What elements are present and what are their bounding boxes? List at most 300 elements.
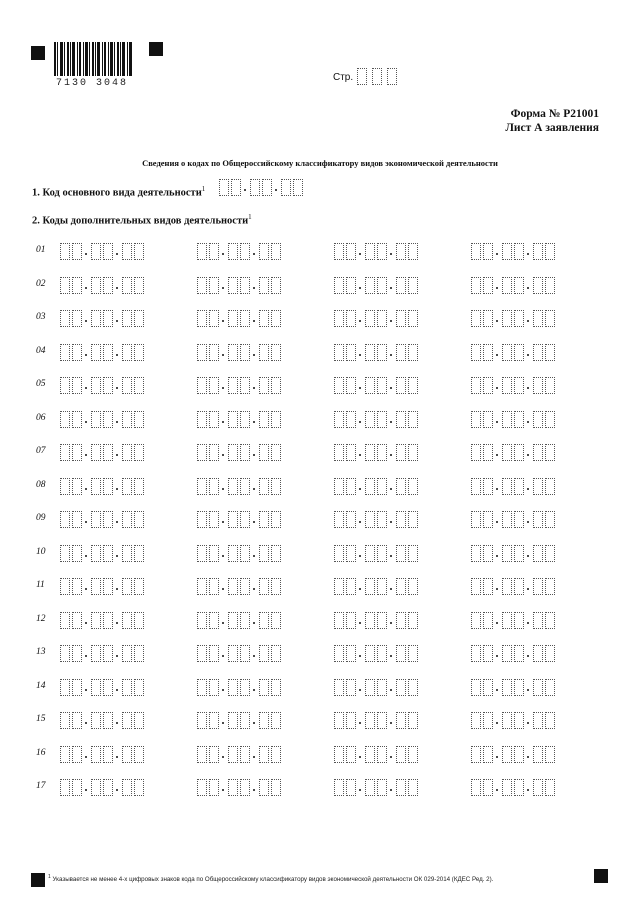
- digit-cell[interactable]: [91, 712, 101, 729]
- digit-cell[interactable]: [408, 511, 418, 528]
- digit-cell[interactable]: [346, 511, 356, 528]
- digit-cell[interactable]: [228, 444, 238, 461]
- digit-cell[interactable]: [259, 612, 269, 629]
- digit-cell[interactable]: [396, 310, 406, 327]
- digit-cell[interactable]: [197, 344, 207, 361]
- digit-cell[interactable]: [271, 545, 281, 562]
- digit-cell[interactable]: [134, 478, 144, 495]
- digit-cell[interactable]: [514, 746, 524, 763]
- additional-activity-code-field[interactable]: [60, 578, 144, 595]
- digit-cell[interactable]: [346, 779, 356, 796]
- digit-cell[interactable]: [60, 746, 70, 763]
- digit-cell[interactable]: [72, 377, 82, 394]
- additional-activity-code-field[interactable]: [334, 779, 418, 796]
- digit-cell[interactable]: [502, 712, 512, 729]
- digit-cell[interactable]: [197, 444, 207, 461]
- digit-cell[interactable]: [533, 310, 543, 327]
- digit-cell[interactable]: [228, 511, 238, 528]
- digit-cell[interactable]: [91, 277, 101, 294]
- digit-cell[interactable]: [334, 511, 344, 528]
- digit-cell[interactable]: [483, 310, 493, 327]
- digit-cell[interactable]: [502, 679, 512, 696]
- additional-activity-code-field[interactable]: [471, 277, 555, 294]
- digit-cell[interactable]: [91, 377, 101, 394]
- additional-activity-code-field[interactable]: [197, 478, 281, 495]
- digit-cell[interactable]: [471, 679, 481, 696]
- digit-cell[interactable]: [471, 277, 481, 294]
- digit-cell[interactable]: [60, 712, 70, 729]
- digit-cell[interactable]: [396, 545, 406, 562]
- digit-cell[interactable]: [365, 444, 375, 461]
- digit-cell[interactable]: [197, 310, 207, 327]
- digit-cell[interactable]: [545, 679, 555, 696]
- digit-cell[interactable]: [281, 179, 291, 196]
- digit-cell[interactable]: [545, 277, 555, 294]
- digit-cell[interactable]: [209, 645, 219, 662]
- digit-cell[interactable]: [240, 478, 250, 495]
- digit-cell[interactable]: [471, 310, 481, 327]
- digit-cell[interactable]: [60, 679, 70, 696]
- digit-cell[interactable]: [545, 377, 555, 394]
- digit-cell[interactable]: [91, 511, 101, 528]
- digit-cell[interactable]: [545, 310, 555, 327]
- additional-activity-code-field[interactable]: [197, 712, 281, 729]
- digit-cell[interactable]: [240, 779, 250, 796]
- digit-cell[interactable]: [271, 779, 281, 796]
- additional-activity-code-field[interactable]: [60, 277, 144, 294]
- digit-cell[interactable]: [533, 645, 543, 662]
- additional-activity-code-field[interactable]: [197, 511, 281, 528]
- additional-activity-code-field[interactable]: [471, 779, 555, 796]
- digit-cell[interactable]: [240, 377, 250, 394]
- digit-cell[interactable]: [408, 645, 418, 662]
- digit-cell[interactable]: [483, 712, 493, 729]
- digit-cell[interactable]: [91, 746, 101, 763]
- digit-cell[interactable]: [72, 645, 82, 662]
- digit-cell[interactable]: [471, 243, 481, 260]
- digit-cell[interactable]: [122, 578, 132, 595]
- digit-cell[interactable]: [122, 545, 132, 562]
- digit-cell[interactable]: [103, 344, 113, 361]
- additional-activity-code-field[interactable]: [197, 578, 281, 595]
- digit-cell[interactable]: [471, 511, 481, 528]
- digit-cell[interactable]: [471, 545, 481, 562]
- additional-activity-code-field[interactable]: [197, 612, 281, 629]
- additional-activity-code-field[interactable]: [471, 645, 555, 662]
- digit-cell[interactable]: [334, 411, 344, 428]
- digit-cell[interactable]: [514, 478, 524, 495]
- additional-activity-code-field[interactable]: [197, 545, 281, 562]
- digit-cell[interactable]: [334, 545, 344, 562]
- digit-cell[interactable]: [134, 344, 144, 361]
- digit-cell[interactable]: [502, 612, 512, 629]
- digit-cell[interactable]: [72, 277, 82, 294]
- digit-cell[interactable]: [502, 377, 512, 394]
- digit-cell[interactable]: [197, 243, 207, 260]
- digit-cell[interactable]: [346, 578, 356, 595]
- digit-cell[interactable]: [91, 310, 101, 327]
- digit-cell[interactable]: [122, 612, 132, 629]
- digit-cell[interactable]: [134, 578, 144, 595]
- digit-cell[interactable]: [502, 645, 512, 662]
- digit-cell[interactable]: [396, 478, 406, 495]
- digit-cell[interactable]: [91, 411, 101, 428]
- digit-cell[interactable]: [545, 545, 555, 562]
- digit-cell[interactable]: [502, 310, 512, 327]
- digit-cell[interactable]: [197, 645, 207, 662]
- digit-cell[interactable]: [209, 310, 219, 327]
- additional-activity-code-field[interactable]: [197, 779, 281, 796]
- digit-cell[interactable]: [259, 511, 269, 528]
- digit-cell[interactable]: [377, 612, 387, 629]
- digit-cell[interactable]: [502, 746, 512, 763]
- digit-cell[interactable]: [483, 377, 493, 394]
- digit-cell[interactable]: [240, 612, 250, 629]
- digit-cell[interactable]: [502, 444, 512, 461]
- digit-cell[interactable]: [377, 344, 387, 361]
- digit-cell[interactable]: [134, 779, 144, 796]
- digit-cell[interactable]: [228, 578, 238, 595]
- digit-cell[interactable]: [240, 511, 250, 528]
- digit-cell[interactable]: [533, 511, 543, 528]
- digit-cell[interactable]: [514, 411, 524, 428]
- digit-cell[interactable]: [471, 444, 481, 461]
- digit-cell[interactable]: [91, 779, 101, 796]
- digit-cell[interactable]: [134, 411, 144, 428]
- digit-cell[interactable]: [365, 277, 375, 294]
- digit-cell[interactable]: [334, 243, 344, 260]
- digit-cell[interactable]: [408, 545, 418, 562]
- digit-cell[interactable]: [377, 511, 387, 528]
- digit-cell[interactable]: [396, 377, 406, 394]
- digit-cell[interactable]: [334, 679, 344, 696]
- digit-cell[interactable]: [271, 478, 281, 495]
- digit-cell[interactable]: [228, 310, 238, 327]
- digit-cell[interactable]: [408, 478, 418, 495]
- digit-cell[interactable]: [365, 545, 375, 562]
- digit-cell[interactable]: [228, 344, 238, 361]
- digit-cell[interactable]: [545, 511, 555, 528]
- digit-cell[interactable]: [545, 645, 555, 662]
- digit-cell[interactable]: [209, 344, 219, 361]
- digit-cell[interactable]: [502, 578, 512, 595]
- digit-cell[interactable]: [293, 179, 303, 196]
- digit-cell[interactable]: [103, 746, 113, 763]
- digit-cell[interactable]: [209, 478, 219, 495]
- digit-cell[interactable]: [502, 243, 512, 260]
- digit-cell[interactable]: [209, 411, 219, 428]
- digit-cell[interactable]: [502, 277, 512, 294]
- digit-cell[interactable]: [122, 310, 132, 327]
- digit-cell[interactable]: [134, 377, 144, 394]
- digit-cell[interactable]: [271, 444, 281, 461]
- digit-cell[interactable]: [396, 511, 406, 528]
- digit-cell[interactable]: [271, 645, 281, 662]
- additional-activity-code-field[interactable]: [471, 411, 555, 428]
- digit-cell[interactable]: [197, 612, 207, 629]
- digit-cell[interactable]: [197, 377, 207, 394]
- digit-cell[interactable]: [228, 377, 238, 394]
- digit-cell[interactable]: [408, 679, 418, 696]
- digit-cell[interactable]: [197, 545, 207, 562]
- digit-cell[interactable]: [250, 179, 260, 196]
- digit-cell[interactable]: [60, 444, 70, 461]
- digit-cell[interactable]: [134, 444, 144, 461]
- additional-activity-code-field[interactable]: [471, 712, 555, 729]
- additional-activity-code-field[interactable]: [334, 411, 418, 428]
- additional-activity-code-field[interactable]: [334, 679, 418, 696]
- digit-cell[interactable]: [408, 377, 418, 394]
- digit-cell[interactable]: [197, 511, 207, 528]
- digit-cell[interactable]: [72, 746, 82, 763]
- additional-activity-code-field[interactable]: [197, 645, 281, 662]
- digit-cell[interactable]: [334, 779, 344, 796]
- digit-cell[interactable]: [60, 645, 70, 662]
- digit-cell[interactable]: [545, 243, 555, 260]
- digit-cell[interactable]: [271, 411, 281, 428]
- digit-cell[interactable]: [60, 243, 70, 260]
- digit-cell[interactable]: [334, 645, 344, 662]
- digit-cell[interactable]: [545, 478, 555, 495]
- digit-cell[interactable]: [365, 478, 375, 495]
- digit-cell[interactable]: [103, 478, 113, 495]
- digit-cell[interactable]: [60, 779, 70, 796]
- digit-cell[interactable]: [514, 779, 524, 796]
- digit-cell[interactable]: [514, 243, 524, 260]
- digit-cell[interactable]: [259, 645, 269, 662]
- digit-cell[interactable]: [240, 746, 250, 763]
- additional-activity-code-field[interactable]: [60, 310, 144, 327]
- digit-cell[interactable]: [533, 377, 543, 394]
- digit-cell[interactable]: [377, 779, 387, 796]
- digit-cell[interactable]: [271, 344, 281, 361]
- additional-activity-code-field[interactable]: [334, 746, 418, 763]
- digit-cell[interactable]: [262, 179, 272, 196]
- digit-cell[interactable]: [346, 243, 356, 260]
- digit-cell[interactable]: [209, 243, 219, 260]
- digit-cell[interactable]: [377, 411, 387, 428]
- digit-cell[interactable]: [396, 277, 406, 294]
- digit-cell[interactable]: [103, 310, 113, 327]
- digit-cell[interactable]: [122, 377, 132, 394]
- digit-cell[interactable]: [228, 679, 238, 696]
- additional-activity-code-field[interactable]: [471, 478, 555, 495]
- digit-cell[interactable]: [502, 411, 512, 428]
- digit-cell[interactable]: [271, 310, 281, 327]
- digit-cell[interactable]: [91, 578, 101, 595]
- digit-cell[interactable]: [103, 411, 113, 428]
- digit-cell[interactable]: [377, 377, 387, 394]
- digit-cell[interactable]: [545, 612, 555, 629]
- digit-cell[interactable]: [271, 679, 281, 696]
- digit-cell[interactable]: [228, 612, 238, 629]
- digit-cell[interactable]: [365, 712, 375, 729]
- digit-cell[interactable]: [483, 545, 493, 562]
- digit-cell[interactable]: [240, 679, 250, 696]
- digit-cell[interactable]: [228, 645, 238, 662]
- page-number-field[interactable]: [357, 68, 403, 85]
- digit-cell[interactable]: [514, 578, 524, 595]
- digit-cell[interactable]: [377, 545, 387, 562]
- digit-cell[interactable]: [396, 679, 406, 696]
- digit-cell[interactable]: [346, 277, 356, 294]
- digit-cell[interactable]: [271, 746, 281, 763]
- digit-cell[interactable]: [259, 277, 269, 294]
- digit-cell[interactable]: [377, 746, 387, 763]
- additional-activity-code-field[interactable]: [60, 612, 144, 629]
- digit-cell[interactable]: [103, 779, 113, 796]
- digit-cell[interactable]: [240, 243, 250, 260]
- digit-cell[interactable]: [60, 310, 70, 327]
- additional-activity-code-field[interactable]: [197, 277, 281, 294]
- digit-cell[interactable]: [471, 411, 481, 428]
- additional-activity-code-field[interactable]: [334, 612, 418, 629]
- digit-cell[interactable]: [483, 478, 493, 495]
- digit-cell[interactable]: [471, 712, 481, 729]
- digit-cell[interactable]: [346, 344, 356, 361]
- digit-cell[interactable]: [259, 243, 269, 260]
- additional-activity-code-field[interactable]: [60, 411, 144, 428]
- digit-cell[interactable]: [72, 511, 82, 528]
- digit-cell[interactable]: [514, 612, 524, 629]
- digit-cell[interactable]: [259, 578, 269, 595]
- digit-cell[interactable]: [471, 779, 481, 796]
- digit-cell[interactable]: [240, 344, 250, 361]
- digit-cell[interactable]: [72, 310, 82, 327]
- digit-cell[interactable]: [346, 377, 356, 394]
- digit-cell[interactable]: [533, 779, 543, 796]
- digit-cell[interactable]: [134, 511, 144, 528]
- digit-cell[interactable]: [365, 511, 375, 528]
- digit-cell[interactable]: [197, 712, 207, 729]
- additional-activity-code-field[interactable]: [197, 444, 281, 461]
- digit-cell[interactable]: [259, 310, 269, 327]
- digit-cell[interactable]: [533, 444, 543, 461]
- digit-cell[interactable]: [60, 411, 70, 428]
- digit-cell[interactable]: [259, 444, 269, 461]
- digit-cell[interactable]: [228, 411, 238, 428]
- digit-cell[interactable]: [408, 444, 418, 461]
- digit-cell[interactable]: [365, 411, 375, 428]
- digit-cell[interactable]: [240, 411, 250, 428]
- digit-cell[interactable]: [346, 478, 356, 495]
- additional-activity-code-field[interactable]: [197, 679, 281, 696]
- digit-cell[interactable]: [346, 310, 356, 327]
- digit-cell[interactable]: [209, 679, 219, 696]
- digit-cell[interactable]: [197, 679, 207, 696]
- additional-activity-code-field[interactable]: [60, 377, 144, 394]
- digit-cell[interactable]: [259, 411, 269, 428]
- digit-cell[interactable]: [122, 344, 132, 361]
- digit-cell[interactable]: [122, 679, 132, 696]
- digit-cell[interactable]: [122, 712, 132, 729]
- additional-activity-code-field[interactable]: [197, 243, 281, 260]
- additional-activity-code-field[interactable]: [471, 243, 555, 260]
- additional-activity-code-field[interactable]: [197, 746, 281, 763]
- digit-cell[interactable]: [396, 712, 406, 729]
- digit-cell[interactable]: [408, 712, 418, 729]
- digit-cell[interactable]: [134, 310, 144, 327]
- additional-activity-code-field[interactable]: [60, 746, 144, 763]
- additional-activity-code-field[interactable]: [471, 545, 555, 562]
- digit-cell[interactable]: [103, 645, 113, 662]
- digit-cell[interactable]: [209, 277, 219, 294]
- digit-cell[interactable]: [483, 679, 493, 696]
- digit-cell[interactable]: [228, 243, 238, 260]
- digit-cell[interactable]: [228, 746, 238, 763]
- digit-cell[interactable]: [72, 545, 82, 562]
- digit-cell[interactable]: [377, 277, 387, 294]
- digit-cell[interactable]: [545, 779, 555, 796]
- digit-cell[interactable]: [334, 310, 344, 327]
- digit-cell[interactable]: [122, 511, 132, 528]
- digit-cell[interactable]: [334, 444, 344, 461]
- additional-activity-code-field[interactable]: [334, 377, 418, 394]
- digit-cell[interactable]: [502, 779, 512, 796]
- digit-cell[interactable]: [122, 444, 132, 461]
- digit-cell[interactable]: [334, 746, 344, 763]
- additional-activity-code-field[interactable]: [60, 478, 144, 495]
- digit-cell[interactable]: [514, 377, 524, 394]
- additional-activity-code-field[interactable]: [334, 712, 418, 729]
- digit-cell[interactable]: [346, 746, 356, 763]
- digit-cell[interactable]: [240, 277, 250, 294]
- digit-cell[interactable]: [103, 377, 113, 394]
- digit-cell[interactable]: [408, 277, 418, 294]
- digit-cell[interactable]: [197, 779, 207, 796]
- digit-cell[interactable]: [103, 712, 113, 729]
- digit-cell[interactable]: [365, 746, 375, 763]
- digit-cell[interactable]: [60, 578, 70, 595]
- digit-cell[interactable]: [197, 411, 207, 428]
- additional-activity-code-field[interactable]: [60, 344, 144, 361]
- digit-cell[interactable]: [471, 612, 481, 629]
- digit-cell[interactable]: [60, 511, 70, 528]
- digit-cell[interactable]: [271, 511, 281, 528]
- digit-cell[interactable]: [396, 344, 406, 361]
- digit-cell[interactable]: [72, 712, 82, 729]
- digit-cell[interactable]: [259, 712, 269, 729]
- digit-cell[interactable]: [197, 746, 207, 763]
- additional-activity-code-field[interactable]: [60, 779, 144, 796]
- additional-activity-code-field[interactable]: [471, 377, 555, 394]
- digit-cell[interactable]: [60, 377, 70, 394]
- digit-cell[interactable]: [545, 344, 555, 361]
- digit-cell[interactable]: [103, 679, 113, 696]
- digit-cell[interactable]: [209, 746, 219, 763]
- digit-cell[interactable]: [209, 712, 219, 729]
- digit-cell[interactable]: [60, 545, 70, 562]
- digit-cell[interactable]: [122, 746, 132, 763]
- digit-cell[interactable]: [483, 779, 493, 796]
- digit-cell[interactable]: [365, 344, 375, 361]
- digit-cell[interactable]: [514, 645, 524, 662]
- digit-cell[interactable]: [228, 545, 238, 562]
- digit-cell[interactable]: [197, 578, 207, 595]
- digit-cell[interactable]: [483, 578, 493, 595]
- digit-cell[interactable]: [377, 243, 387, 260]
- digit-cell[interactable]: [122, 411, 132, 428]
- digit-cell[interactable]: [377, 712, 387, 729]
- digit-cell[interactable]: [134, 679, 144, 696]
- digit-cell[interactable]: [408, 411, 418, 428]
- digit-cell[interactable]: [271, 243, 281, 260]
- additional-activity-code-field[interactable]: [334, 277, 418, 294]
- digit-cell[interactable]: [103, 243, 113, 260]
- additional-activity-code-field[interactable]: [60, 444, 144, 461]
- digit-cell[interactable]: [483, 444, 493, 461]
- digit-cell[interactable]: [72, 578, 82, 595]
